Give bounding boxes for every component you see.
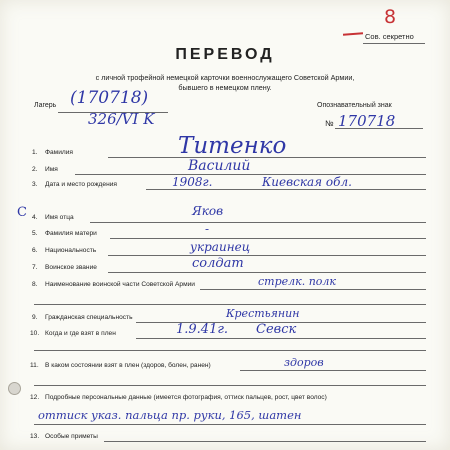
field-5-value: -: [205, 222, 210, 236]
field-4-line: [90, 222, 426, 223]
field-3-number: 3.: [32, 181, 38, 188]
field-11-line-2: [34, 385, 426, 386]
subtitle-line-2: бывшего в немецком плену.: [178, 83, 272, 92]
red-underline-mark: [343, 32, 363, 35]
id-tag-prefix: №: [325, 119, 334, 128]
field-10-line: [136, 338, 426, 339]
field-11-line: [240, 370, 426, 371]
subtitle-line-1: с личной трофейной немецкой карточки военнослужащего Советской Армии,: [95, 73, 355, 82]
field-8-line-2: [34, 304, 426, 305]
field-7-line: [108, 272, 426, 273]
field-1-value: Титенко: [178, 133, 287, 159]
field-10-label: Когда и где взят в плен: [45, 330, 116, 337]
field-10-value: 1.9.41г.: [176, 322, 229, 337]
field-10-value-place: Севск: [256, 322, 297, 337]
field-6-value: украинец: [190, 240, 251, 254]
field-7-label: Воинское звание: [45, 264, 97, 271]
field-2-line: [75, 174, 426, 175]
field-1-number: 1.: [32, 149, 38, 156]
field-9-label: Гражданская специальность: [45, 314, 133, 321]
field-2-value: Василий: [188, 158, 251, 174]
field-5-number: 5.: [32, 230, 38, 237]
field-9-number: 9.: [32, 314, 38, 321]
field-11-label: В каком состоянии взят в плен (здоров, болен, ранен): [45, 362, 211, 369]
id-tag-label: Опознавательный знак: [317, 102, 392, 109]
field-5-label: Фамилия матери: [45, 230, 97, 237]
field-3-label: Дата и место рождения: [45, 181, 117, 188]
page-title: ПЕРЕВОД: [175, 46, 275, 63]
margin-mark: С: [17, 205, 27, 220]
field-3-line: [146, 189, 426, 190]
field-4-value: Яков: [192, 204, 224, 218]
field-8-line: [200, 289, 426, 290]
field-4-label: Имя отца: [45, 214, 74, 221]
field-13-label: Особые приметы: [45, 433, 98, 440]
field-6-label: Национальность: [45, 247, 97, 254]
field-8-value: стрелк. полк: [258, 275, 336, 288]
page-number: 8: [384, 6, 397, 28]
field-10-line-2: [34, 350, 426, 351]
field-12-value: оттиск указ. пальца пр. руки, 165, шатен: [38, 408, 302, 422]
id-tag-value: 170718: [338, 112, 396, 130]
field-6-number: 6.: [32, 247, 38, 254]
field-13-number: 13.: [30, 433, 40, 440]
field-2-label: Имя: [45, 166, 58, 173]
field-2-number: 2.: [32, 166, 38, 173]
field-13-line: [104, 441, 426, 442]
camp-label: Лагерь: [34, 102, 57, 109]
field-7-value: солдат: [192, 256, 244, 271]
field-4-number: 4.: [32, 214, 38, 221]
secrecy-label: Сов. секретно: [365, 32, 414, 41]
field-12-label: Подробные персональные данные (имеется фотография, оттиск пальцев, рост, цвет волос): [45, 394, 327, 401]
field-8-number: 8.: [32, 281, 38, 288]
field-9-value: Крестьянин: [226, 307, 300, 320]
field-11-value: здоров: [284, 356, 324, 369]
field-3-value: 1908г.: [172, 175, 213, 189]
field-6-line: [108, 255, 426, 256]
camp-code: 326/VI K: [88, 110, 155, 128]
field-5-line: [110, 238, 426, 239]
field-12-line: [34, 424, 426, 425]
field-11-number: 11.: [30, 362, 39, 369]
field-8-label: Наименование воинской части Советской Армии: [45, 281, 195, 288]
secrecy-underline: [363, 43, 425, 44]
camp-number: (170718): [70, 88, 149, 108]
field-1-label: Фамилия: [45, 149, 73, 156]
field-12-number: 12.: [30, 394, 40, 401]
punch-hole: [8, 382, 21, 395]
field-3-value-place: Киевская обл.: [262, 175, 352, 189]
field-7-number: 7.: [32, 264, 38, 271]
field-10-number: 10.: [30, 330, 40, 337]
